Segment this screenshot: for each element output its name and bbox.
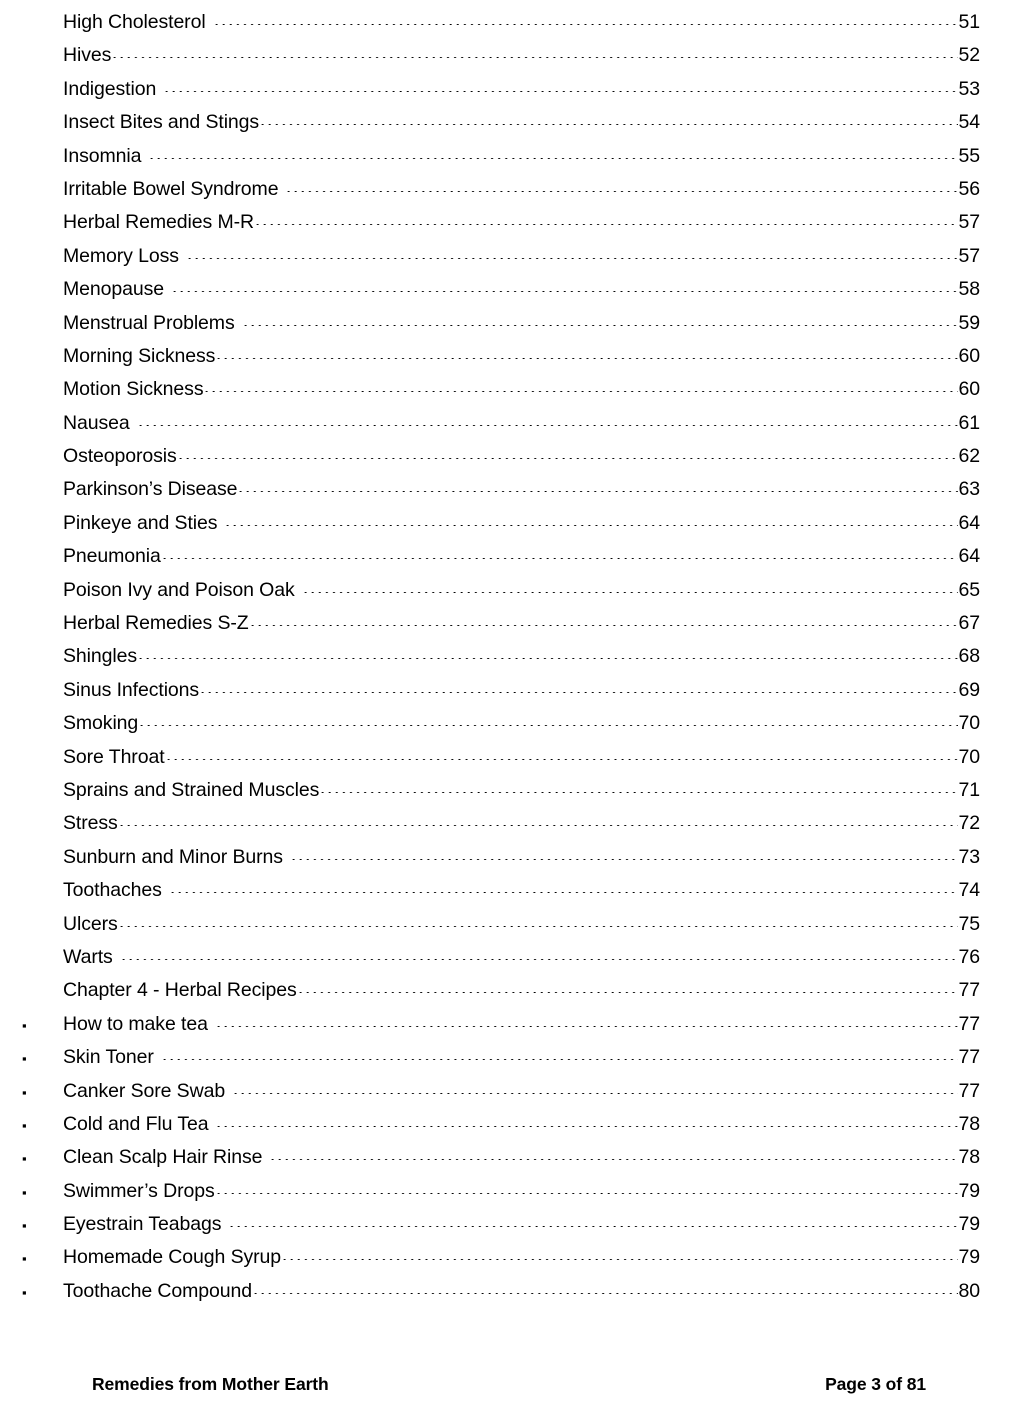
dot-leader <box>173 291 957 292</box>
toc-entry-page-number: 64 <box>958 545 980 568</box>
toc-entry[interactable] <box>22 240 980 273</box>
dot-leader <box>150 158 957 159</box>
toc-entry-title: Irritable Bowel Syndrome <box>63 177 279 200</box>
toc-entry[interactable] <box>22 340 980 373</box>
toc-entry[interactable] <box>22 707 980 740</box>
dot-leader <box>113 57 957 58</box>
toc-entry[interactable] <box>22 307 980 340</box>
dot-leader <box>188 258 958 259</box>
toc-entry[interactable] <box>22 741 980 774</box>
dot-leader <box>321 792 957 793</box>
toc-entry-page-number: 71 <box>958 778 980 801</box>
dot-leader <box>139 425 958 426</box>
dot-leader <box>201 692 957 693</box>
toc-entry-title: Skin Toner <box>63 1046 154 1069</box>
toc-entry-page-number: 64 <box>958 511 980 534</box>
toc-entry-title: Pinkeye and Sties <box>63 511 218 534</box>
dot-leader <box>217 1126 957 1127</box>
toc-entry-page-number: 57 <box>958 211 980 234</box>
toc-entry-title: Toothaches <box>63 879 162 902</box>
dot-leader <box>251 625 958 626</box>
toc-entry-title: Menstrual Problems <box>63 311 235 334</box>
toc-entry-page-number: 56 <box>958 177 980 200</box>
toc-entry-page-number: 67 <box>958 612 980 635</box>
square-bullet-icon: ▪ <box>22 1284 27 1300</box>
dot-leader <box>261 124 957 125</box>
toc-entry-page-number: 55 <box>958 144 980 167</box>
toc-entry-title: Warts <box>63 945 113 968</box>
toc-entry-page-number: 77 <box>958 979 980 1002</box>
toc-entry[interactable] <box>22 607 980 640</box>
square-bullet-icon: ▪ <box>22 1051 27 1067</box>
toc-entry-page-number: 68 <box>958 645 980 668</box>
footer-book-title: Remedies from Mother Earth <box>92 1374 329 1394</box>
toc-entry[interactable] <box>22 440 980 473</box>
toc-entry-title: Menopause <box>63 278 165 301</box>
dot-leader <box>217 1193 958 1194</box>
toc-entry[interactable] <box>22 206 980 239</box>
toc-entry[interactable] <box>22 941 980 974</box>
toc-entry-page-number: 69 <box>958 678 980 701</box>
dot-leader <box>287 191 957 192</box>
toc-entry[interactable] <box>22 173 980 206</box>
dot-leader <box>271 1159 957 1160</box>
toc-entry-page-number: 70 <box>958 712 980 735</box>
toc-entry[interactable] <box>22 507 980 540</box>
toc-entry-title: Ulcers <box>63 912 118 935</box>
toc-entry-title: Cold and Flu Tea <box>63 1112 209 1135</box>
toc-entry[interactable] <box>22 841 980 874</box>
toc-entry[interactable] <box>22 1141 980 1174</box>
toc-entry-page-number: 80 <box>958 1279 980 1302</box>
toc-entry-page-number: 51 <box>958 11 980 33</box>
dot-leader <box>239 491 957 492</box>
page-footer <box>92 1374 926 1395</box>
square-bullet-icon: ▪ <box>22 1017 27 1033</box>
toc-entry[interactable] <box>22 1208 980 1241</box>
toc-entry-page-number: 79 <box>958 1246 980 1269</box>
dot-leader <box>226 525 957 526</box>
toc-entry[interactable] <box>22 640 980 673</box>
toc-entry-page-number: 77 <box>958 1079 980 1102</box>
toc-entry-page-number: 63 <box>958 478 980 501</box>
toc-entry-title: Sunburn and Minor Burns <box>63 845 283 868</box>
toc-entry-page-number: 72 <box>958 812 980 835</box>
toc-entry[interactable] <box>22 1241 980 1274</box>
toc-entry-title: Morning Sickness <box>63 344 216 367</box>
toc-entry-title: Clean Scalp Hair Rinse <box>63 1146 263 1169</box>
toc-entry[interactable] <box>22 39 980 72</box>
toc-entry-page-number: 75 <box>958 912 980 935</box>
toc-entry-title: High Cholesterol <box>63 11 206 33</box>
square-bullet-icon: ▪ <box>22 1184 27 1200</box>
toc-entry-page-number: 61 <box>958 411 980 434</box>
dot-leader <box>299 992 958 993</box>
toc-entry-page-number: 57 <box>958 244 980 267</box>
toc-entry-title: Herbal Remedies M-R <box>63 211 254 234</box>
dot-leader <box>230 1226 957 1227</box>
dot-leader <box>244 325 958 326</box>
toc-entry-title: Chapter 4 - Herbal Recipes <box>63 979 297 1002</box>
toc-entry-page-number: 53 <box>958 77 980 100</box>
toc-entry-title: Toothache Compound <box>63 1279 253 1302</box>
toc-entry-page-number: 59 <box>958 311 980 334</box>
toc-entry-title: Osteoporosis <box>63 445 177 468</box>
dot-leader <box>215 24 958 25</box>
square-bullet-icon: ▪ <box>22 1117 27 1133</box>
square-bullet-icon: ▪ <box>22 1151 27 1167</box>
toc-entry[interactable] <box>22 1108 980 1141</box>
toc-entry-title: Swimmer’s Drops <box>63 1179 215 1202</box>
dot-leader <box>163 1059 958 1060</box>
toc-entry-title: Memory Loss <box>63 244 179 267</box>
toc-entry-page-number: 76 <box>958 945 980 968</box>
toc-entry-page-number: 78 <box>958 1146 980 1169</box>
toc-entry-title: Shingles <box>63 645 138 668</box>
toc-entry-page-number: 62 <box>958 445 980 468</box>
toc-entry[interactable] <box>22 674 980 707</box>
toc-entry[interactable] <box>22 373 980 406</box>
toc-entry-page-number: 77 <box>958 1012 980 1035</box>
toc-entry[interactable] <box>22 1275 980 1308</box>
toc-entry-page-number: 74 <box>958 879 980 902</box>
toc-entry-title: Indigestion <box>63 77 157 100</box>
square-bullet-icon: ▪ <box>22 1218 27 1234</box>
toc-entry-page-number: 52 <box>958 44 980 67</box>
dot-leader <box>122 959 958 960</box>
toc-entry-title: Poison Ivy and Poison Oak <box>63 578 295 601</box>
dot-leader <box>171 892 958 893</box>
dot-leader <box>304 592 958 593</box>
toc-entry-title: Pneumonia <box>63 545 161 568</box>
dot-leader <box>217 358 957 359</box>
dot-leader <box>140 725 957 726</box>
toc-entry[interactable] <box>22 874 980 907</box>
dot-leader <box>163 558 958 559</box>
toc-entry-title: Canker Sore Swab <box>63 1079 226 1102</box>
toc-entry[interactable] <box>22 807 980 840</box>
toc-entry-title: Smoking <box>63 712 139 735</box>
toc-entry-title: Insect Bites and Stings <box>63 111 260 134</box>
dot-leader <box>234 1093 957 1094</box>
toc-entry[interactable] <box>22 974 980 1007</box>
toc-entry-page-number: 60 <box>958 378 980 401</box>
toc-entry-title: Parkinson’s Disease <box>63 478 238 501</box>
dot-leader <box>256 224 958 225</box>
toc-entry[interactable] <box>22 473 980 506</box>
toc-entry[interactable] <box>22 6 980 39</box>
dot-leader <box>179 458 958 459</box>
toc-entry-page-number: 54 <box>958 111 980 134</box>
toc-entry-page-number: 60 <box>958 344 980 367</box>
toc-entry-title: Insomnia <box>63 144 142 167</box>
toc-entry[interactable] <box>22 774 980 807</box>
toc-entry-page-number: 79 <box>958 1213 980 1236</box>
toc-entry[interactable] <box>22 908 980 941</box>
toc-entry[interactable] <box>22 1041 980 1074</box>
dot-leader <box>254 1293 957 1294</box>
toc-entry-page-number: 58 <box>958 278 980 301</box>
dot-leader <box>167 759 958 760</box>
toc-entry-title: Motion Sickness <box>63 378 204 401</box>
dot-leader <box>120 926 958 927</box>
toc-entry[interactable] <box>22 540 980 573</box>
dot-leader <box>120 825 958 826</box>
toc-entry[interactable] <box>22 407 980 440</box>
toc-entry[interactable] <box>22 273 980 306</box>
toc-entry[interactable] <box>22 140 980 173</box>
toc-entry-page-number: 77 <box>958 1046 980 1069</box>
toc-entry-title: Stress <box>63 812 118 835</box>
toc-entry-title: How to make tea <box>63 1012 208 1035</box>
toc-entry-title: Homemade Cough Syrup <box>63 1246 282 1269</box>
toc-entry[interactable] <box>22 1175 980 1208</box>
square-bullet-icon: ▪ <box>22 1084 27 1100</box>
dot-leader <box>217 1026 958 1027</box>
toc-entry[interactable] <box>22 574 980 607</box>
toc-entry-page-number: 70 <box>958 745 980 768</box>
dot-leader <box>165 91 957 92</box>
toc-entry-page-number: 65 <box>958 578 980 601</box>
toc-entry-title: Sinus Infections <box>63 678 200 701</box>
toc-entry-title: Eyestrain Teabags <box>63 1213 222 1236</box>
footer-page-indicator: Page 3 of 81 <box>825 1374 926 1394</box>
toc-entry-title: Hives <box>63 44 112 67</box>
toc-entry[interactable] <box>22 106 980 139</box>
toc-entry[interactable] <box>22 73 980 106</box>
toc-entry[interactable] <box>22 1008 980 1041</box>
toc-entry-title: Sore Throat <box>63 745 165 768</box>
square-bullet-icon: ▪ <box>22 1251 27 1267</box>
toc-entry-page-number: 79 <box>958 1179 980 1202</box>
toc-entry-title: Sprains and Strained Muscles <box>63 778 320 801</box>
dot-leader <box>139 658 957 659</box>
dot-leader <box>205 391 957 392</box>
dot-leader <box>283 1259 957 1260</box>
toc-entry-title: Nausea <box>63 411 130 434</box>
table-of-contents-list <box>22 6 980 1308</box>
toc-entry-page-number: 73 <box>958 845 980 868</box>
toc-entry-title: Herbal Remedies S-Z <box>63 612 249 635</box>
toc-entry[interactable] <box>22 1075 980 1108</box>
toc-entry-page-number: 78 <box>958 1112 980 1135</box>
dot-leader <box>292 859 958 860</box>
